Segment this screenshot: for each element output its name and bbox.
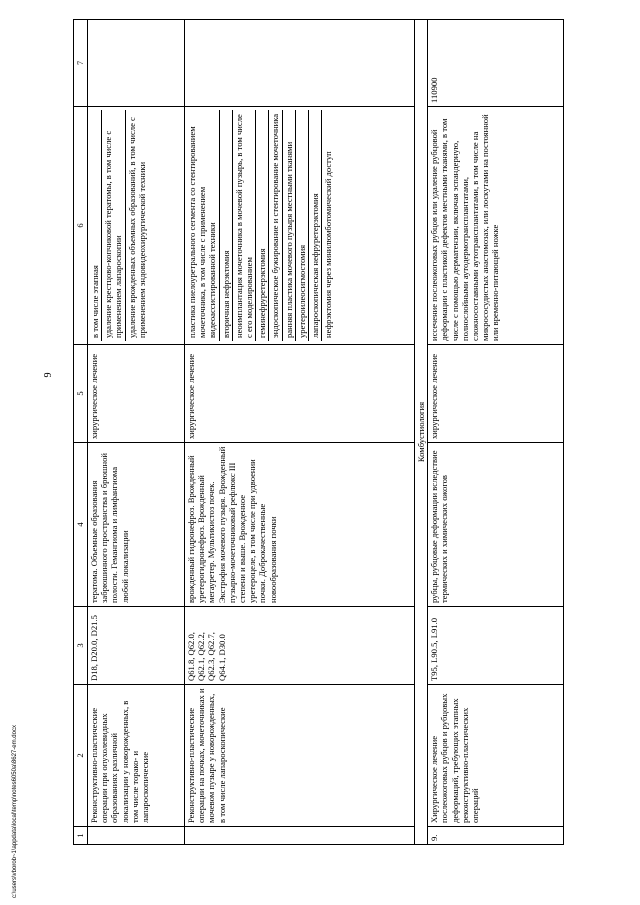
- column-header: 1: [74, 827, 88, 845]
- column-header: 6: [74, 107, 88, 345]
- treatment-methods: [185, 107, 415, 345]
- patient-model: врожденный гидронефроз. Врожденный уретерогидронефроз. Врожденный мегауретер. Мультикистоз почек. Экстрофия мочевого пузыря. Врожденный пузырно-мочеточниковый рефлюкс III степени и выше. Врожденное уретероцеле, в том числе при удвоении почки. Доброкачественные новообразования почки: [185, 443, 415, 607]
- intervention-name: Хирургическое лечение послеожоговых рубцов и рубцовых деформаций, требующих этапных реконструктивно-пластических операций: [428, 685, 564, 827]
- method-item: нефрэктомия через минилюмботомический доступ: [323, 151, 334, 338]
- icd-codes: T95, L90.5, L91.0: [428, 607, 564, 685]
- cost-value: [185, 20, 415, 107]
- cost-value: 110900: [428, 20, 564, 107]
- patient-model: тератома. Объемные образования забрюшинного пространства и брюшной полости. Гемангиома и лимфангиома любой локализации: [88, 443, 185, 607]
- row-number: 9.: [428, 827, 564, 845]
- column-header: 3: [74, 607, 88, 685]
- method-item: ранняя пластика мочевого пузыря местными тканями: [283, 110, 296, 341]
- method-item: пластика пиелоуретрального сегмента со стентированием мочеточника, в том числе с применением видеоассистированной техники: [186, 110, 220, 341]
- intervention-name: Реконструктивно-пластические операции при опухолевидных образованиях различной локализации у новорожденных, в том числе торако- и лапароскопические: [88, 685, 185, 827]
- method-item: удаление врожденных объемных образований, в том числе с применением эндовидеохирургической техники: [126, 117, 147, 338]
- method-item: удаление крестцово-копчиковой тератомы, в том числе с применением лапароскопии: [102, 110, 125, 341]
- column-header: 7: [74, 20, 88, 107]
- table-row: [88, 20, 185, 845]
- treatment-methods: [88, 107, 185, 345]
- table-header-row: [74, 20, 88, 845]
- treatment-methods: иссечение послеожоговых рубцов или удаление рубцовой деформации с пластикой дефектов местными тканями, в том числе с помощью дерматензии, включая эспандерную, полнослойными аутодермотрансплантатами, сложносоставными аутотрансплантатами, в том числе на микрососудистых анастомозах, или лоскутами на постоянной или временно-питающей ножке: [428, 107, 564, 345]
- treatment-type: хирургическое лечение: [88, 345, 185, 443]
- method-item: геминефруретерэктомия: [256, 110, 269, 341]
- row-number: [88, 827, 185, 845]
- method-item: лапароскопическая нефруретерэктомия: [309, 110, 322, 341]
- column-header: 2: [74, 685, 88, 827]
- icd-codes: D18, D20.0, D21.5: [88, 607, 185, 685]
- method-item: в том числе этапная: [89, 110, 102, 341]
- method-item: уретероилеосигмостомия: [296, 110, 309, 341]
- page-number: 9: [43, 372, 54, 378]
- method-item: вторичная нефрэктомия: [220, 110, 233, 341]
- footer-text: c:\users\vborob~1\appdata\local\temp\notes6050a\8627-em.docx: [12, 725, 18, 898]
- cost-value: [88, 20, 185, 107]
- section-title: Комбустиология: [415, 20, 428, 845]
- table-row: [185, 20, 415, 845]
- table-row: [428, 20, 564, 845]
- treatment-type: хирургическое лечение: [185, 345, 415, 443]
- treatment-type: хирургическое лечение: [428, 345, 564, 443]
- rotated-page-content: [73, 20, 573, 845]
- method-item: эндоскопическое бужирование и стентирование мочеточника: [269, 110, 282, 341]
- treatment-table: [73, 19, 564, 845]
- column-header: 5: [74, 345, 88, 443]
- column-header: 4: [74, 443, 88, 607]
- icd-codes: Q61.8, Q62.0, Q62.1, Q62.2, Q62.3, Q62.7, Q64.1, D30.0: [185, 607, 415, 685]
- intervention-name: Реконструктивно-пластические операции на почках, мочеточниках и мочевом пузыре у новорожденных, в том числе лапароскопические: [185, 685, 415, 827]
- row-number: [185, 827, 415, 845]
- file-path-footer: [7, 608, 19, 898]
- method-item: неоимплантация мочеточника в мочевой пузырь, в том числе с его моделированием: [233, 110, 256, 341]
- patient-model: рубцы, рубцовые деформации вследствие термических и химических ожогов: [428, 443, 564, 607]
- section-heading-row: [415, 20, 428, 845]
